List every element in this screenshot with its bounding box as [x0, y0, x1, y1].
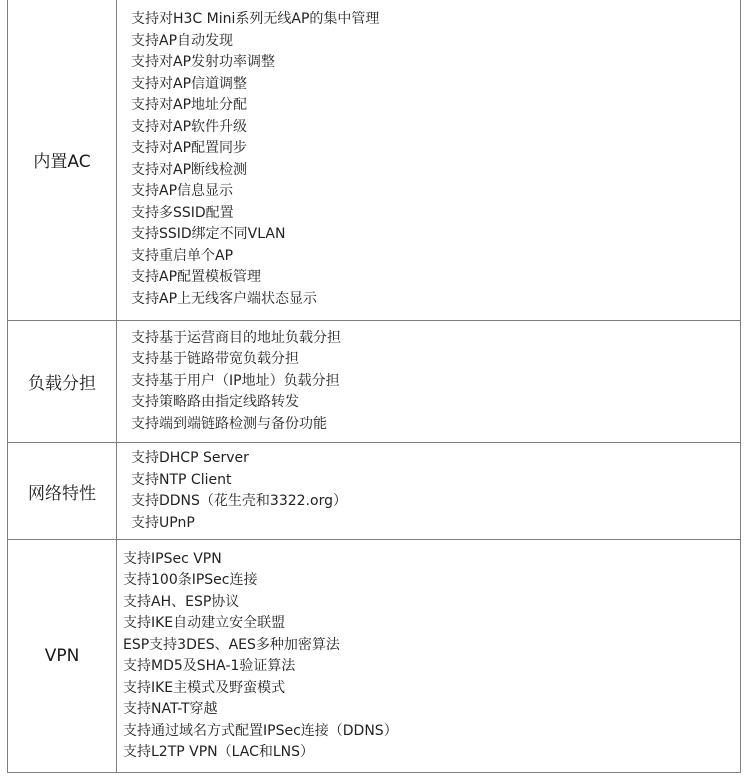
list-item: 支持NAT-T穿越: [123, 701, 218, 717]
feature-cell: [117, 321, 741, 443]
list-item: 支持基于运营商目的地址负载分担: [131, 329, 341, 346]
list-item: 支持AP配置模板管理: [131, 269, 262, 285]
table-row: [8, 321, 741, 443]
list-item: 支持100条IPSec连接: [123, 572, 258, 588]
list-item: ESP支持3DES、AES多种加密算法: [123, 636, 340, 653]
table-row: [8, 0, 741, 321]
category-label: 内置AC: [33, 152, 91, 172]
category-label: 网络特性: [28, 483, 96, 504]
list-item: 支持基于链路带宽负载分担: [131, 351, 299, 368]
feature-spec-table: [7, 0, 741, 773]
category-cell: [8, 321, 117, 443]
list-item: 支持通过域名方式配置IPSec连接（DDNS）: [123, 722, 398, 739]
category-label: VPN: [44, 646, 80, 666]
list-item: 支持UPnP: [131, 514, 195, 531]
category-label: 负载分担: [28, 374, 96, 394]
list-item: 支持对AP软件升级: [131, 118, 248, 135]
category-cell: [8, 540, 117, 773]
category-cell: [8, 443, 117, 540]
list-item: 支持DDNS（花生壳和3322.org）: [131, 493, 347, 509]
list-item: 支持IKE主模式及野蛮模式: [123, 679, 286, 696]
table-row: [8, 540, 741, 773]
feature-list: [131, 448, 740, 534]
feature-list: [131, 9, 740, 310]
list-item: 支持多SSID配置: [131, 204, 234, 221]
list-item: 支持对AP配置同步: [131, 140, 248, 156]
list-item: 支持基于用户（IP地址）负载分担: [131, 372, 340, 389]
list-item: 支持端到端链路检测与备份功能: [131, 415, 327, 432]
list-item: 支持对AP断线检测: [131, 161, 248, 178]
list-item: 支持L2TP VPN（LAC和LNS）: [123, 744, 315, 760]
list-item: 支持NTP Client: [131, 471, 232, 488]
list-item: 支持AH、ESP协议: [123, 593, 240, 610]
table-row: [8, 443, 741, 540]
category-cell: [8, 0, 117, 321]
feature-list: [123, 549, 740, 764]
list-item: 支持AP自动发现: [131, 32, 234, 49]
list-item: 支持对AP地址分配: [131, 97, 248, 113]
list-item: 支持MD5及SHA-1验证算法: [123, 658, 296, 674]
list-item: 支持AP上无线客户端状态显示: [131, 290, 318, 307]
list-item: 支持IPSec VPN: [123, 550, 222, 567]
list-item: 支持DHCP Server: [131, 450, 249, 466]
feature-cell: [117, 0, 741, 321]
list-item: 支持对AP发射功率调整: [131, 54, 276, 70]
list-item: 支持对AP信道调整: [131, 75, 248, 92]
list-item: 支持AP信息显示: [131, 183, 234, 199]
list-item: 支持IKE自动建立安全联盟: [123, 615, 286, 631]
feature-cell: [117, 443, 741, 540]
feature-list: [131, 328, 740, 436]
list-item: 支持对H3C Mini系列无线AP的集中管理: [131, 11, 380, 27]
list-item: 支持重启单个AP: [131, 247, 234, 264]
list-item: 支持策略路由指定线路转发: [131, 394, 299, 411]
feature-cell: [117, 540, 741, 773]
list-item: 支持SSID绑定不同VLAN: [131, 226, 286, 242]
